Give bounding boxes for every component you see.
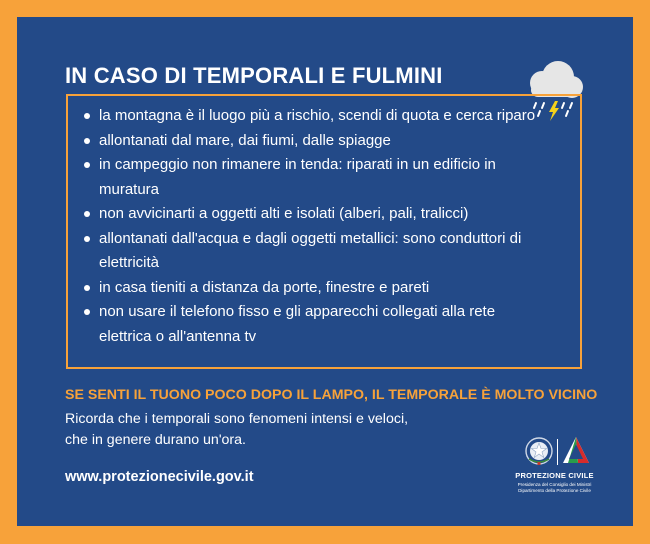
note-line: Ricorda che i temporali sono fenomeni intensi e veloci,: [65, 411, 409, 427]
note-line: che in genere durano un'ora.: [65, 432, 246, 448]
protezione-civile-logo: [502, 427, 607, 497]
list-item: allontanati dall'acqua e dagli oggetti metallici: sono conduttori di elettricità: [81, 227, 541, 276]
page-title: IN CASO DI TEMPORALI E FULMINI: [65, 63, 443, 88]
logo-line-1: Presidenza del Consiglio dei Ministri: [517, 482, 592, 487]
note-text: [65, 409, 485, 451]
list-item: in casa tieniti a distanza da porte, finestre e pareti: [81, 276, 541, 301]
tips-list: [81, 104, 541, 349]
list-item: non avvicinarti a oggetti alti e isolati (alberi, pali, tralicci): [81, 202, 541, 227]
logo-line-2: Dipartimento della Protezione Civile: [518, 488, 591, 493]
list-item: la montagna è il luogo più a rischio, scendi di quota e cerca riparo: [81, 104, 541, 129]
logo-divider: [557, 439, 558, 465]
info-card: [17, 17, 633, 526]
website-link[interactable]: www.protezionecivile.gov.it: [65, 469, 254, 485]
list-item: non usare il telefono fisso e gli apparecchi collegati alla rete elettrica o all'antenna tv: [81, 300, 541, 349]
list-item: allontanati dal mare, dai fiumi, dalle spiagge: [81, 129, 541, 154]
list-item: in campeggio non rimanere in tenda: riparati in un edificio in muratura: [81, 153, 541, 202]
protezione-civile-logo-icon: [561, 435, 591, 465]
logo-name: PROTEZIONE CIVILE: [515, 471, 594, 480]
warning-text: SE SENTI IL TUONO POCO DOPO IL LAMPO, IL TEMPORALE È MOLTO VICINO: [65, 387, 598, 403]
italy-emblem-icon: [524, 435, 554, 467]
